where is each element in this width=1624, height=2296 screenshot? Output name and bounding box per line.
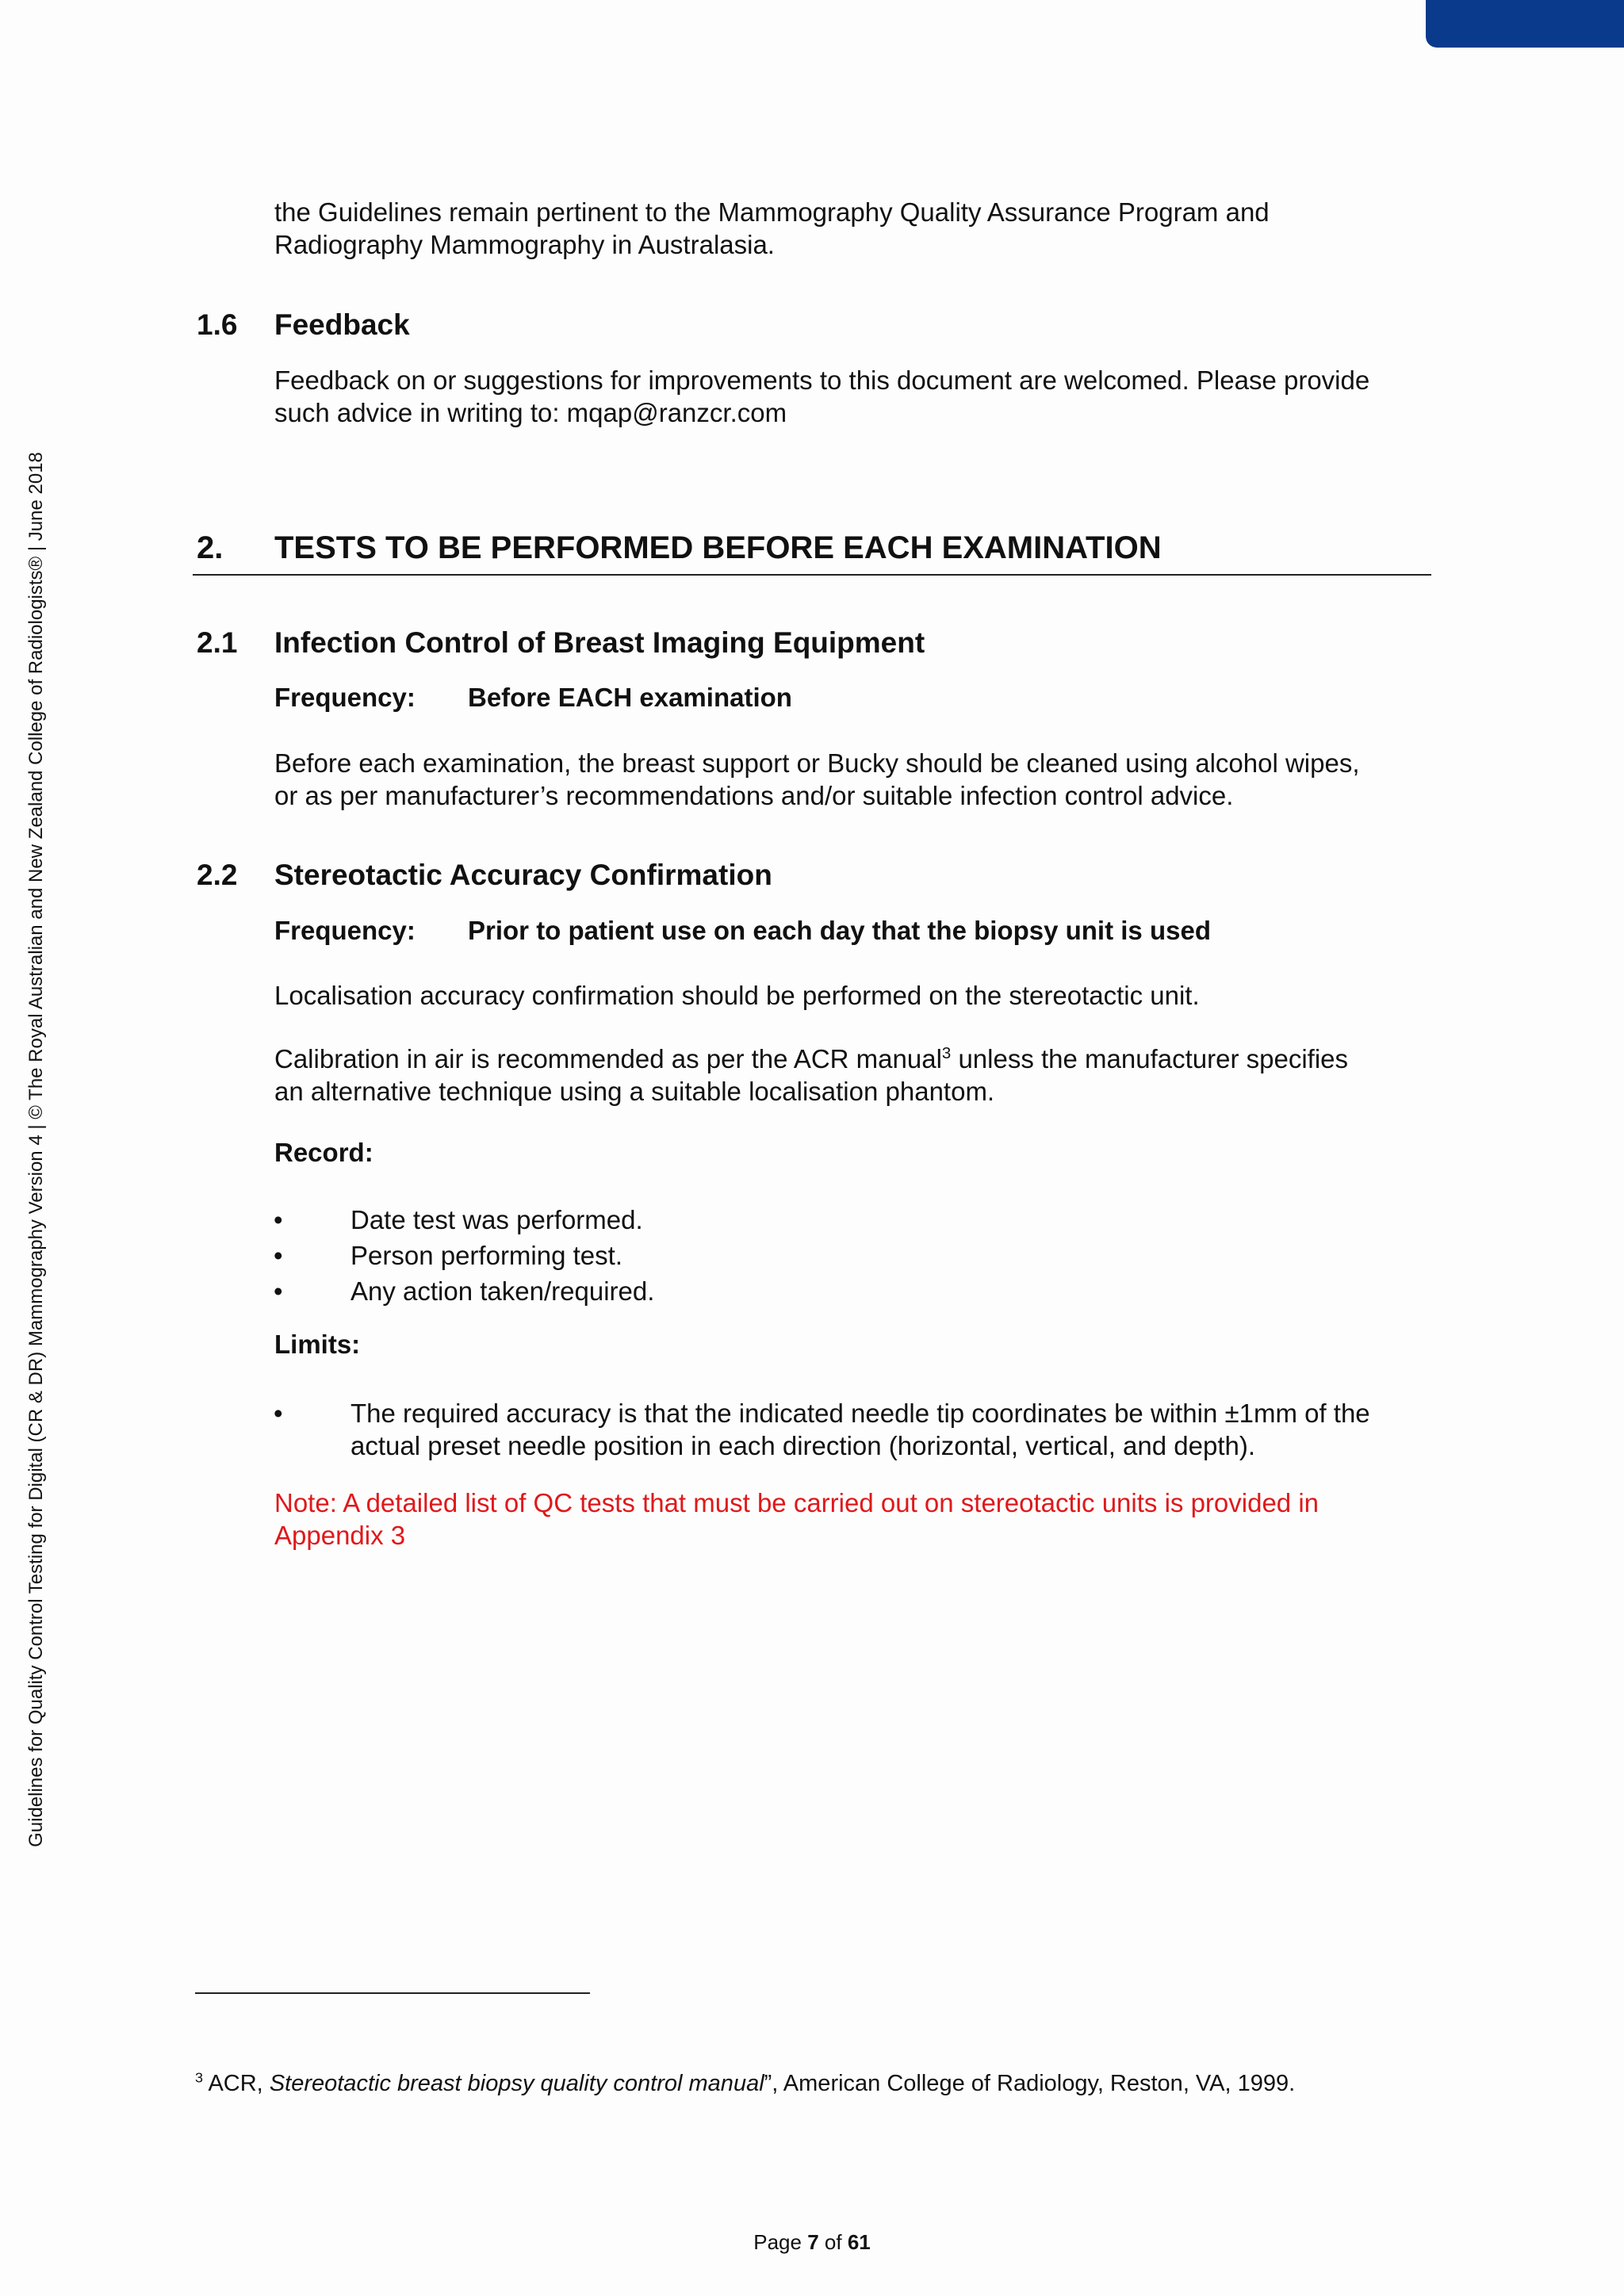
record-item: Any action taken/required. xyxy=(350,1276,655,1306)
footnote xyxy=(195,2071,1295,2097)
limits-item xyxy=(350,1397,1437,1462)
section-2-rule xyxy=(193,574,1431,576)
section-2-2-frequency-value: Prior to patient use on each day that the biopsy unit is used xyxy=(468,916,1211,945)
footnote-suffix: ”, American College of Radiology, Reston, VA, 1999. xyxy=(764,2071,1296,2096)
footnote-separator xyxy=(195,1992,590,1994)
bullet-icon: • xyxy=(274,1241,283,1270)
section-2-2-paragraph-2-line-1 xyxy=(274,1043,1432,1075)
page-number xyxy=(0,2230,1624,2255)
section-2-number: 2. xyxy=(197,530,224,565)
section-2-2-paragraph-1: Localisation accuracy confirmation should be performed on the stereotactic unit. xyxy=(274,981,1200,1010)
footnote-number: 3 xyxy=(195,2069,203,2086)
page-current: 7 xyxy=(807,2230,819,2254)
note-line-2: Appendix 3 xyxy=(274,1521,406,1550)
bullet-icon: • xyxy=(274,1205,283,1234)
calibration-text: Calibration in air is recommended as per the ACR manual xyxy=(274,1044,942,1073)
section-2-1-line-1: Before each examination, the breast support or Bucky should be cleaned using alcohol wipes, xyxy=(274,748,1360,778)
bullet-icon: • xyxy=(274,1399,283,1428)
section-2-2-number: 2.2 xyxy=(197,859,238,891)
section-2-1-frequency-label: Frequency: xyxy=(274,683,416,712)
section-2-1-paragraph xyxy=(274,747,1432,812)
record-label: Record: xyxy=(274,1138,373,1167)
section-2-2-title: Stereotactic Accuracy Confirmation xyxy=(274,859,772,891)
limits-line-1: The required accuracy is that the indicated needle tip coordinates be within ±1mm of the xyxy=(350,1399,1370,1428)
section-1-6-title: Feedback xyxy=(274,308,410,341)
section-1-6-number: 1.6 xyxy=(197,308,238,341)
section-2-2-paragraph-2 xyxy=(274,1043,1432,1108)
note-line-1: Note: A detailed list of QC tests that must be carried out on stereotactic units is provided in xyxy=(274,1488,1320,1517)
page-total: 61 xyxy=(847,2230,871,2254)
intro-line-2: Radiography Mammography in Australasia. xyxy=(274,230,775,259)
footnote-reference: 3 xyxy=(941,1044,952,1062)
footnote-prefix: ACR, xyxy=(203,2071,270,2096)
calibration-text-continued: unless the manufacturer specifies xyxy=(951,1044,1349,1073)
sidebar-text: Guidelines for Quality Control Testing for Digital (CR & DR) Mammography Version 4 | © The Royal Australian and New Zealand College of Radiologists® | June 2018 xyxy=(25,452,47,1847)
feedback-line-1: Feedback on or suggestions for improvements to this document are welcomed. Please provide xyxy=(274,365,1370,395)
section-2-1-number: 2.1 xyxy=(197,626,238,659)
bullet-icon: • xyxy=(274,1276,283,1306)
record-item: Date test was performed. xyxy=(350,1205,643,1234)
record-item: Person performing test. xyxy=(350,1241,622,1270)
section-2-1-title: Infection Control of Breast Imaging Equipment xyxy=(274,626,925,659)
feedback-line-2: such advice in writing to: mqap@ranzcr.com xyxy=(274,398,787,427)
page-word: Page xyxy=(753,2230,802,2254)
feedback-paragraph xyxy=(274,364,1432,429)
section-2-1-line-2: or as per manufacturer’s recommendations and/or suitable infection control advice. xyxy=(274,781,1234,810)
intro-line-1: the Guidelines remain pertinent to the Mammography Quality Assurance Program and xyxy=(274,197,1270,227)
page-of: of xyxy=(824,2230,842,2254)
section-2-1-frequency-value: Before EACH examination xyxy=(468,683,792,712)
limits-label: Limits: xyxy=(274,1330,361,1359)
corner-tab xyxy=(1426,0,1624,48)
section-2-title: TESTS TO BE PERFORMED BEFORE EACH EXAMINATION xyxy=(274,530,1162,565)
limits-line-2: actual preset needle position in each direction (horizontal, vertical, and depth). xyxy=(350,1431,1256,1460)
section-2-2-frequency-label: Frequency: xyxy=(274,916,416,945)
section-2-2-paragraph-2-line-2: an alternative technique using a suitable localisation phantom. xyxy=(274,1077,995,1106)
footnote-title: Stereotactic breast biopsy quality control manual xyxy=(269,2071,764,2096)
appendix-note xyxy=(274,1487,1416,1552)
intro-paragraph xyxy=(274,196,1432,261)
